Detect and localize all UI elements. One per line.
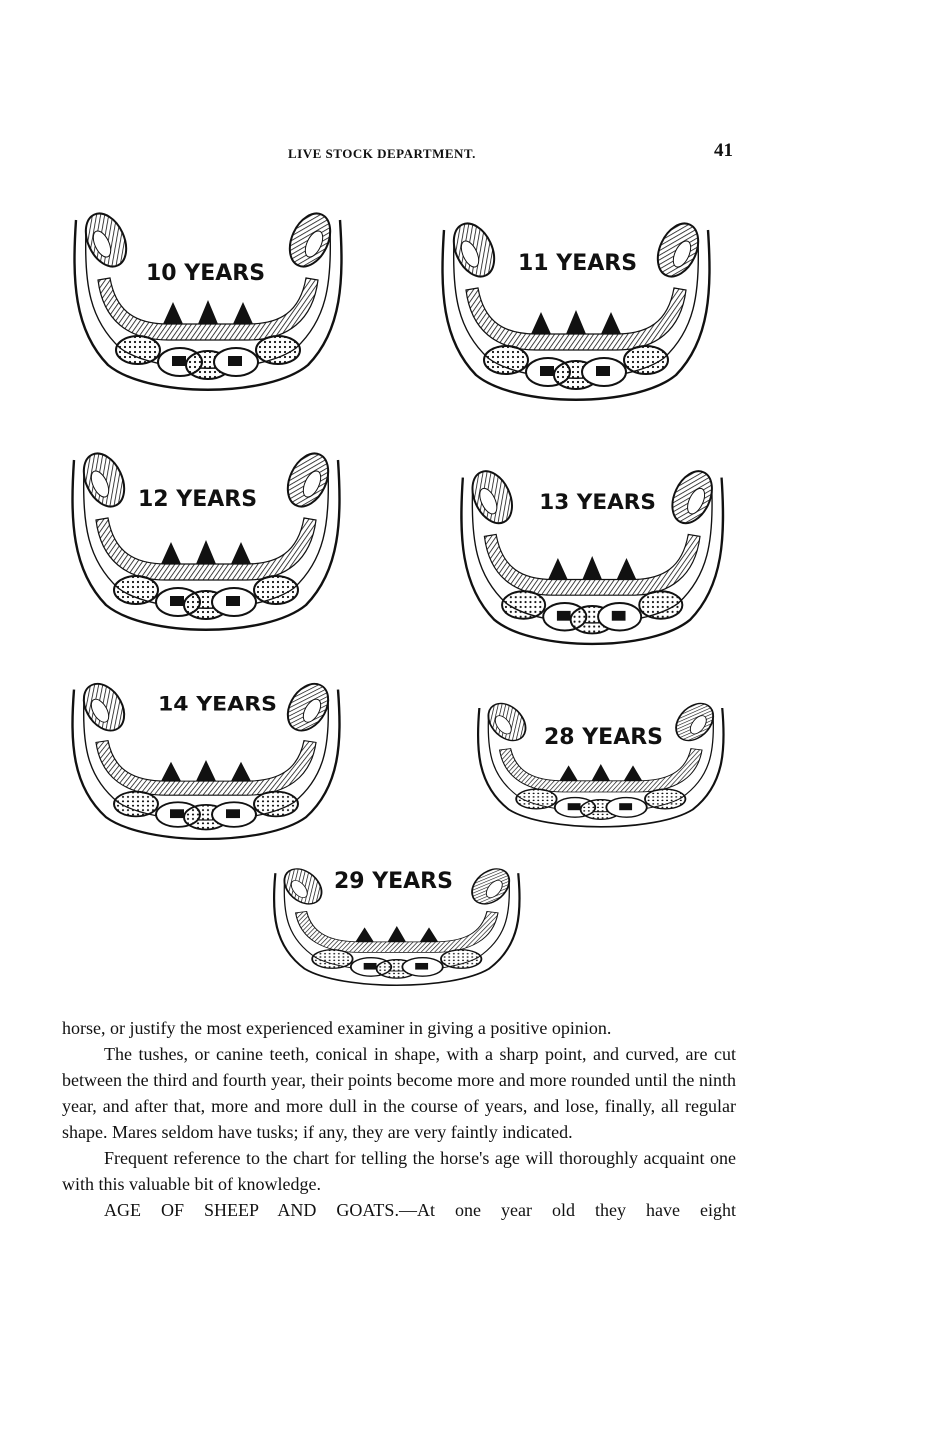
paragraph: The tushes, or canine teeth, conical in shape, with a sharp point, and curved, are cut between the third and fourth year, their points become more and more rounded until the ninth year, and after that, more and more dull in the course of years, and lose, finally, all regular shape. Mares seldom have tusks; if any, they are very faintly indicated. <box>62 1044 736 1142</box>
jaw-12-years <box>73 447 340 630</box>
paragraph: Frequent reference to the chart for telling the horse's age will thoroughly acquaint one with this valuable bit of knowledge. <box>62 1148 736 1194</box>
paragraph-text: —At one year old they have eight <box>398 1200 736 1220</box>
jaw-label: 11 YEARS <box>518 251 638 276</box>
jaw-label: 29 YEARS <box>334 869 453 895</box>
paragraph: horse, or justify the most experienced examiner in giving a positive opinion. <box>62 1018 612 1038</box>
jaw-label: 14 YEARS <box>158 692 278 716</box>
jaw-14-years <box>73 678 340 839</box>
jaw-10-years <box>75 207 342 390</box>
running-head: LIVE STOCK DEPARTMENT. <box>288 146 476 161</box>
jaw-29-years <box>274 865 520 986</box>
jaw-label: 10 YEARS <box>146 261 266 286</box>
jaw-label: 12 YEARS <box>138 487 258 512</box>
paragraph <box>62 1197 736 1223</box>
jaw-28-years <box>478 699 724 827</box>
section-lead: AGE OF SHEEP AND GOATS. <box>104 1200 399 1220</box>
body-text <box>62 1015 736 1223</box>
jaw-label: 28 YEARS <box>544 725 663 751</box>
jaw-label: 13 YEARS <box>539 489 656 515</box>
jaw-13-years <box>461 465 723 644</box>
jaw-11-years <box>443 217 710 400</box>
page-number: 41 <box>714 140 733 161</box>
